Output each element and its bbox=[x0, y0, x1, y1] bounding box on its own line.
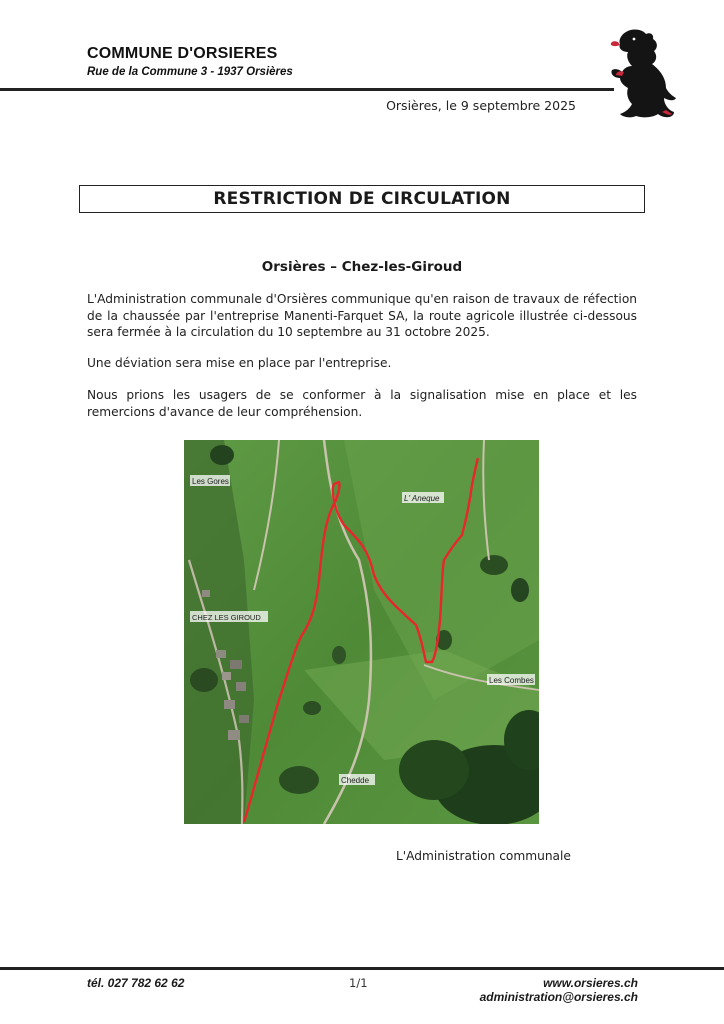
map-label-les-combes-text: Les Combes bbox=[489, 676, 534, 685]
paragraph-detour: Une déviation sera mise en place par l'entreprise. bbox=[87, 356, 392, 370]
footer-phone: tél. 027 782 62 62 bbox=[87, 976, 185, 990]
notice-subtitle: Orsières – Chez-les-Giroud bbox=[261, 259, 463, 275]
title-box bbox=[79, 185, 645, 213]
footer-website-link[interactable]: www.orsieres.ch bbox=[543, 976, 638, 990]
map-label-chedde bbox=[339, 774, 375, 785]
bear-crest-icon bbox=[606, 26, 680, 124]
map-label-aneque-text: L' Aneque bbox=[404, 494, 440, 503]
page-number: 1/1 bbox=[349, 976, 368, 990]
map-label-les-gores bbox=[190, 475, 230, 486]
map-label-les-combes bbox=[487, 674, 535, 685]
route-map bbox=[184, 440, 539, 824]
map-label-chedde-text: Chedde bbox=[341, 776, 370, 785]
paragraph-request: Nous prions les usagers de se conformer à la signalisation mise en place et les remercions d'avance de leur compréhension. bbox=[87, 388, 637, 419]
map-label-les-gores-text: Les Gores bbox=[192, 477, 229, 486]
header-divider bbox=[0, 88, 614, 91]
organization-address: Rue de la Commune 3 - 1937 Orsières bbox=[87, 66, 293, 78]
signature: L'Administration communale bbox=[396, 849, 571, 863]
date-line: Orsières, le 9 septembre 2025 bbox=[386, 98, 576, 113]
footer-divider bbox=[0, 967, 724, 970]
map-label-chez-les-giroud-text: CHEZ LES GIROUD bbox=[192, 613, 261, 622]
notice-title: RESTRICTION DE CIRCULATION bbox=[213, 189, 511, 209]
footer-email-link[interactable]: administration@orsieres.ch bbox=[479, 990, 638, 1004]
map-label-aneque bbox=[402, 492, 444, 503]
map-label-chez-les-giroud bbox=[190, 611, 268, 622]
organization-name: COMMUNE D'ORSIERES bbox=[87, 45, 278, 62]
paragraph-closure: L'Administration communale d'Orsières communique qu'en raison de travaux de réfection de la chaussée par l'entreprise Manenti-Farquet SA, la route agricole illustrée ci-dessous sera fermée à la circulation du 10 septembre au 31 octobre 2025. bbox=[87, 292, 637, 339]
